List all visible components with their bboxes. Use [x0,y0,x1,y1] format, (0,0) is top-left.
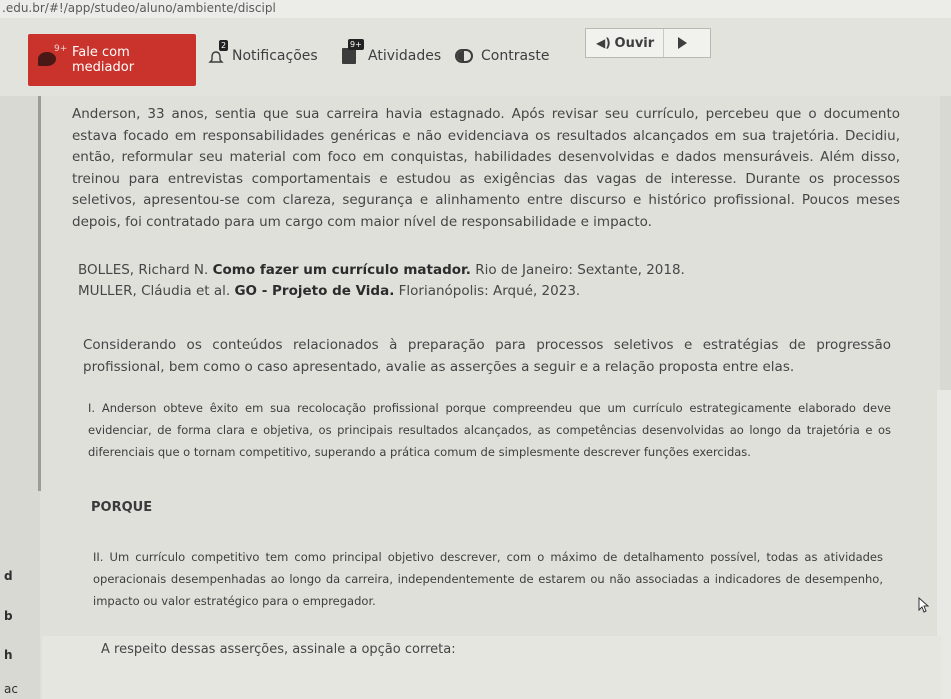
ref1-author: BOLLES, Richard N. [78,262,209,278]
left-divider [38,96,41,491]
assertion-1: I. Anderson obteve êxito em sua recolocação profissional porque compreendeu que um currículo estrategicamente elaborado deve evidenciar, de forma clara e objetiva, os principais resultados alcançados, as competências desenvolvidas ao longo da trajetória e os diferenciais que o tornam competitivo, superando a prática comum de simplesmente descrever funções exercidas. [88,401,891,459]
chat-icon [38,52,56,66]
top-toolbar [0,18,951,96]
contrast-icon [455,49,473,63]
listen-button[interactable] [586,29,664,57]
talk-to-mediator-button[interactable] [28,34,196,86]
mediator-badge: 9+ [54,44,68,54]
side-letter-h: h [4,648,13,662]
question-prompt: Considerando os conteúdos relacionados à preparação para processos seletivos e estratégias de progressão profissional, bem como o caso apresentado, avalie as asserções a seguir e a relação proposta entre elas. [83,337,891,375]
ref2-title: GO - Projeto de Vida. [234,283,395,299]
ref2-rest: Florianópolis: Arqué, 2023. [398,283,581,299]
ref2-author: MULLER, Cláudia et al. [78,283,231,299]
side-letter-d: d [4,569,13,583]
notifications-button[interactable] [208,42,318,70]
mouse-cursor-icon [918,597,930,613]
activities-button[interactable] [342,42,441,70]
activities-label: Atividades [368,48,442,64]
notifications-label: Notificações [232,48,318,64]
answer-instruction: A respeito dessas asserções, assinale a opção correta: [101,642,456,657]
ref1-rest: Rio de Janeiro: Sextante, 2018. [475,262,685,278]
activities-badge: 9+ [350,40,362,49]
speaker-icon: ◀) [596,36,611,50]
porque-connector: PORQUE [91,500,153,515]
side-letter-b: b [4,609,13,623]
reference-1 [78,262,685,278]
assertion-2: II. Um currículo competitivo tem como principal objetivo descrever, com o máximo de detalhamento possível, todas as atividades operacionais desempenhadas ao longo da carreira, independentemente de estarem ou não associadas a indicadores de desempenho, impacto ou valor estratégico para o empregador. [93,550,883,608]
ref1-title: Como fazer um currículo matador. [212,262,471,278]
activity-icon [342,40,362,64]
address-bar[interactable] [0,0,951,18]
case-text: Anderson, 33 anos, sentia que sua carreira havia estagnado. Após revisar seu currículo, percebeu que o documento estava focado em responsabilidades genéricas e não evidenciava os resultados alcançados em sua trajetória. Decidiu, então, reformular seu material com foco em conquistas, habilidades desenvolvidas e dados mensuráveis. Além disso, treinou para entrevistas comportamentais e estudou as exigências das vagas de interesse. Durante os processos seletivos, apresentou-se com clareza, segurança e alinhamento entre discurso e histórico profissional. Poucos meses depois, foi contratado para um cargo com maior nível de responsabilidade e impacto. [72,106,900,230]
notifications-badge: 2 [221,41,227,50]
bell-icon [208,41,227,64]
contrast-toggle[interactable] [455,42,549,70]
reference-2 [78,283,580,299]
side-letter-ac: ac [4,682,18,696]
listen-label: Ouvir [614,36,655,51]
audio-player [585,28,711,58]
play-icon[interactable] [678,37,687,49]
url-text: .edu.br/#!/app/studeo/aluno/ambiente/discipl [2,1,276,15]
contrast-label: Contraste [481,48,550,64]
mediator-label: Fale com mediador [72,45,135,75]
